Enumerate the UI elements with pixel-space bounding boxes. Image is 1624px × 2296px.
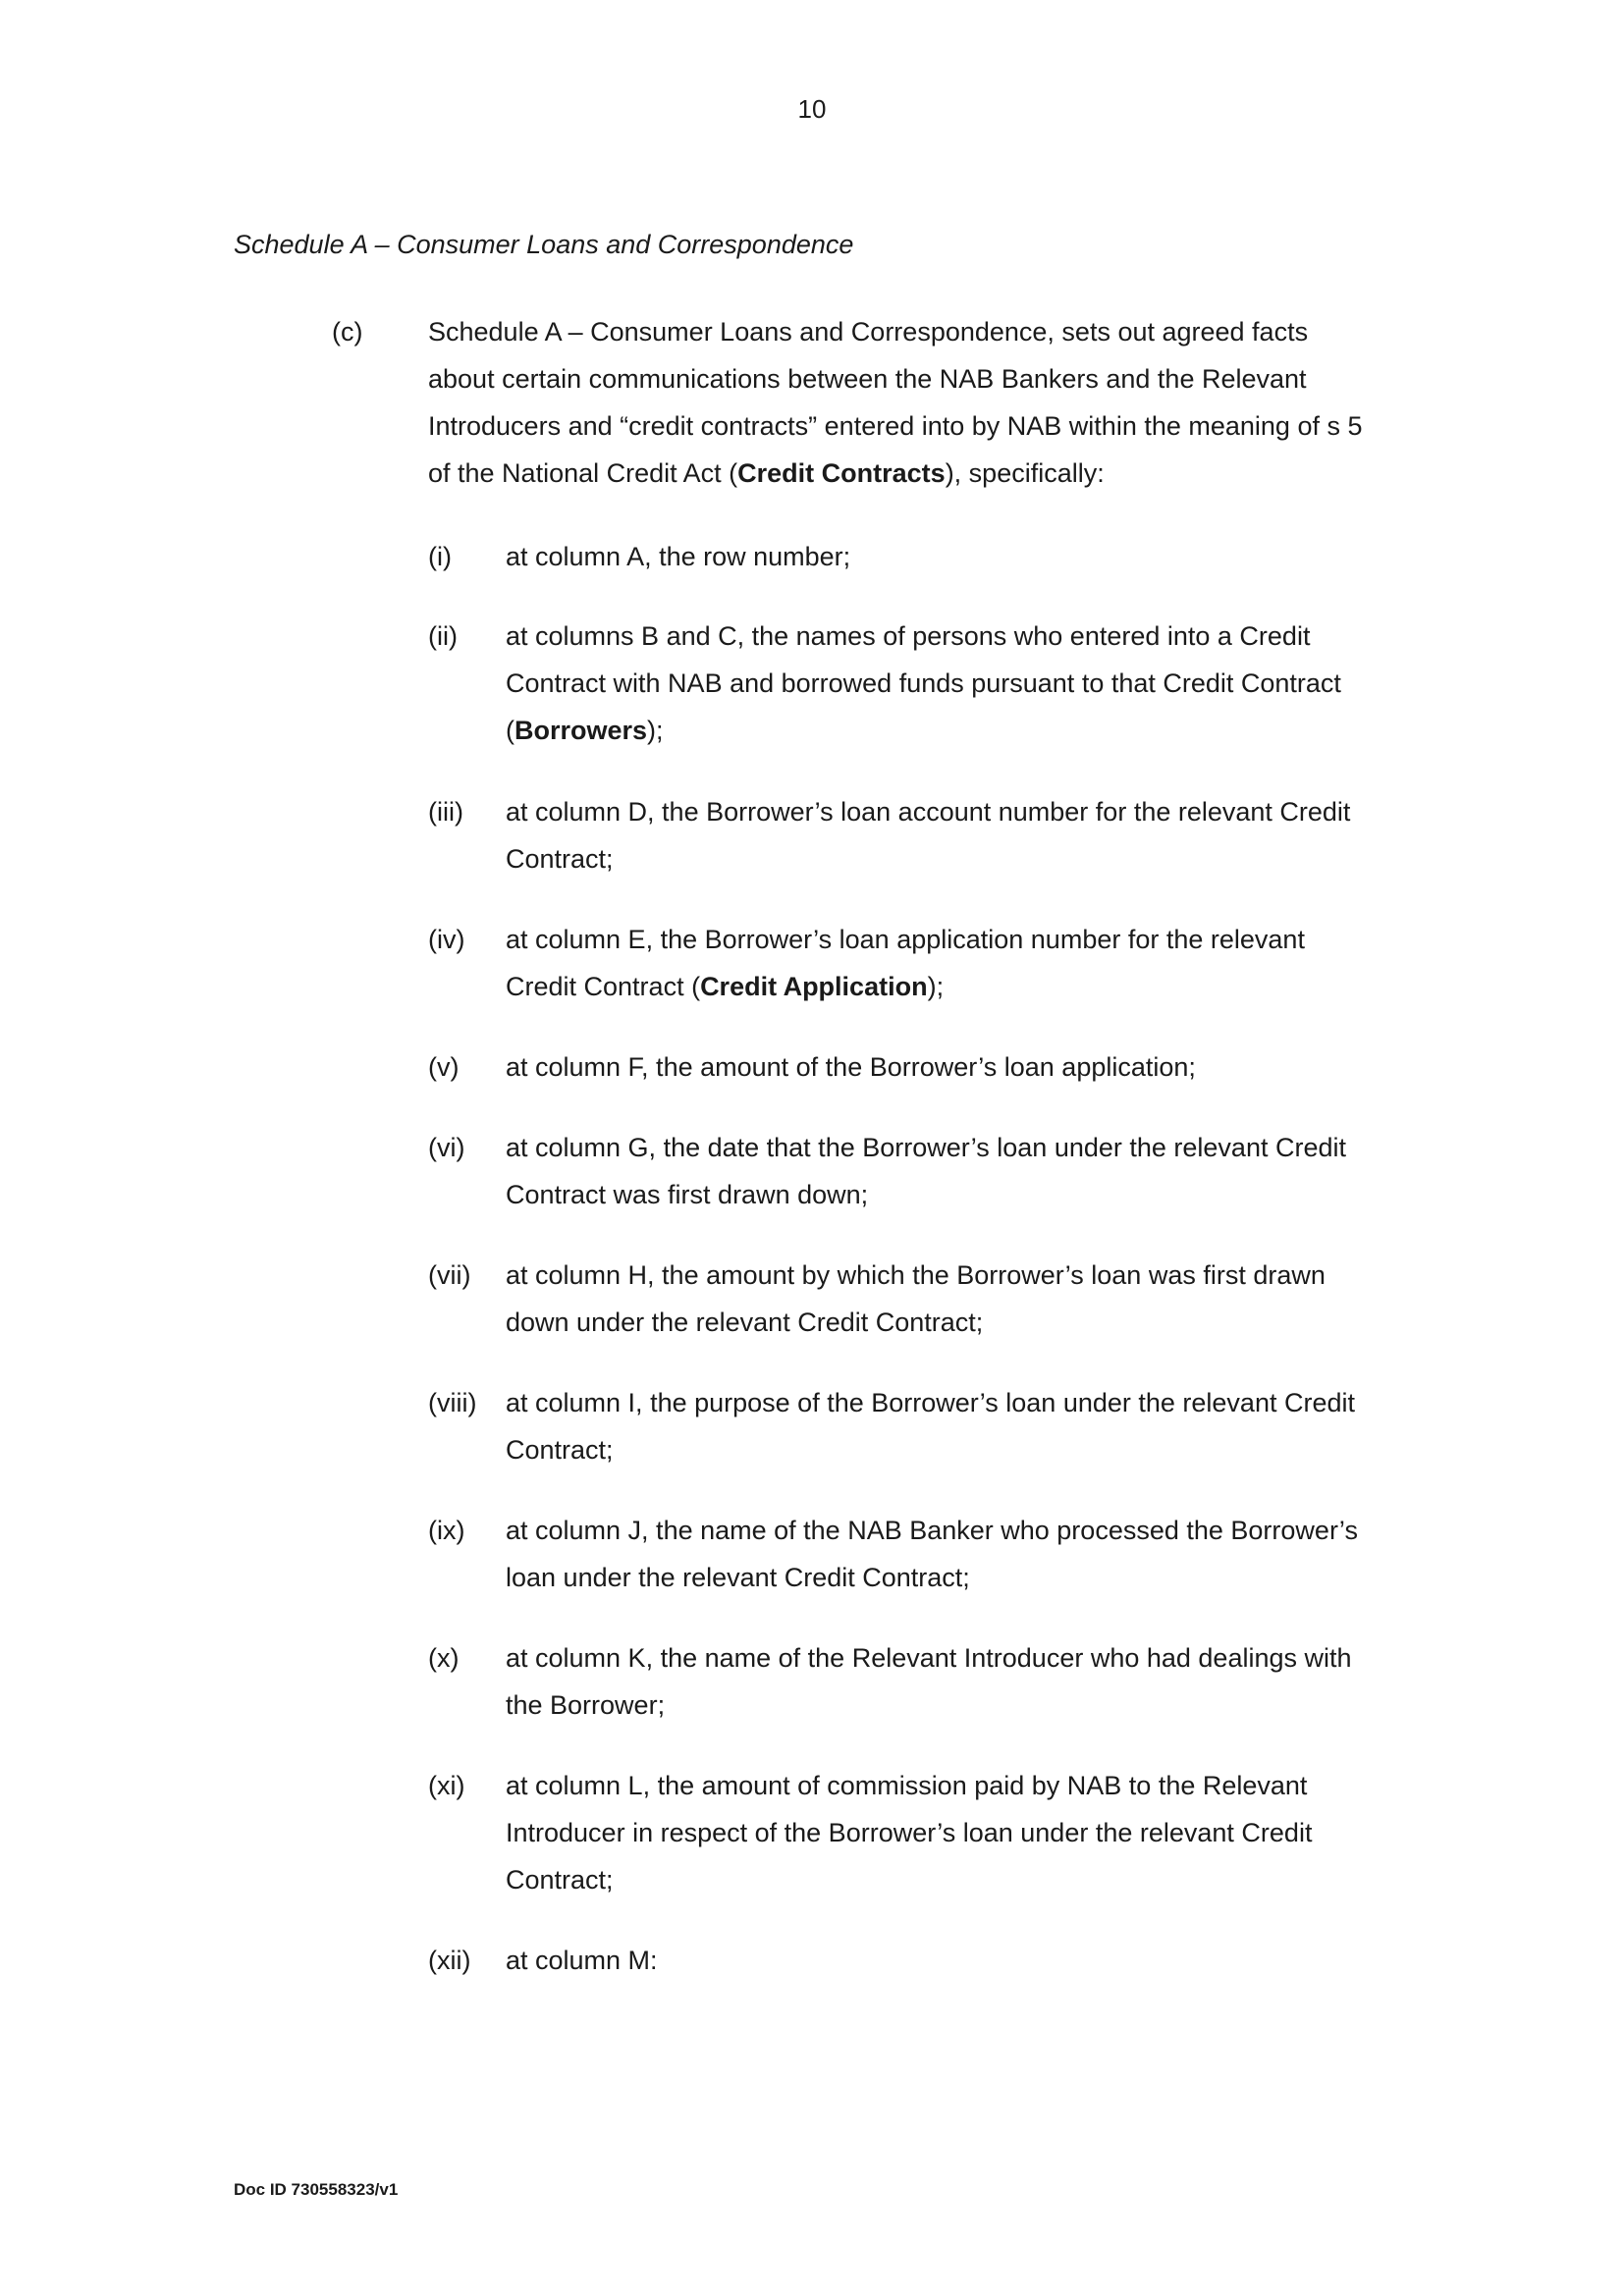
item-line: (Borrowers); [506, 716, 664, 745]
item-number: (i) [428, 542, 452, 571]
item-text [506, 916, 1409, 1010]
item-text [506, 613, 1409, 754]
item-line: at column K, the name of the Relevant Introducer who had dealings with [506, 1643, 1352, 1673]
item-text [506, 1379, 1409, 1473]
item-line: at column H, the amount by which the Borrower’s loan was first drawn [506, 1260, 1326, 1290]
item-line: at column J, the name of the NAB Banker who processed the Borrower’s [506, 1516, 1358, 1545]
defined-term: Credit Application [700, 972, 928, 1001]
item-line: Introducer in respect of the Borrower’s loan under the relevant Credit [506, 1818, 1313, 1847]
paragraph-body [428, 308, 1410, 497]
item-text [506, 1762, 1409, 1903]
item-number: (iv) [428, 925, 465, 954]
item-text [506, 533, 1409, 580]
item-text [506, 1124, 1409, 1218]
section-heading: Schedule A – Consumer Loans and Correspondence [234, 230, 854, 259]
item-line: Contract; [506, 1435, 614, 1465]
item-line: at column G, the date that the Borrower’s loan under the relevant Credit [506, 1133, 1346, 1162]
item-number: (v) [428, 1052, 460, 1082]
item-line: Credit Contract (Credit Application); [506, 972, 945, 1001]
item-number: (iii) [428, 797, 463, 827]
item-text [506, 1043, 1409, 1091]
item-number: (vi) [428, 1133, 465, 1162]
item-number: (ii) [428, 621, 458, 651]
item-text [506, 1937, 1409, 1984]
item-line: Contract; [506, 1865, 614, 1895]
item-line: Contract with NAB and borrowed funds pursuant to that Credit Contract [506, 668, 1341, 698]
item-line: at column L, the amount of commission paid by NAB to the Relevant [506, 1771, 1308, 1800]
item-number: (xi) [428, 1771, 465, 1800]
item-line: down under the relevant Credit Contract; [506, 1308, 984, 1337]
item-line: Contract; [506, 844, 614, 874]
paragraph-line: of the National Credit Act (Credit Contracts), specifically: [428, 458, 1105, 488]
item-line: loan under the relevant Credit Contract; [506, 1563, 970, 1592]
paragraph-line: Schedule A – Consumer Loans and Correspondence, sets out agreed facts [428, 317, 1309, 347]
item-number: (vii) [428, 1260, 471, 1290]
defined-term: Borrowers [514, 716, 648, 745]
item-text [506, 1507, 1409, 1601]
item-line: at column D, the Borrower’s loan account number for the relevant Credit [506, 797, 1351, 827]
item-line: at column I, the purpose of the Borrower’s loan under the relevant Credit [506, 1388, 1355, 1417]
item-number: (viii) [428, 1388, 477, 1417]
item-number: (ix) [428, 1516, 465, 1545]
item-line: Contract was first drawn down; [506, 1180, 869, 1209]
item-line: at column F, the amount of the Borrower’s loan application; [506, 1052, 1196, 1082]
item-line: at column E, the Borrower’s loan application number for the relevant [506, 925, 1305, 954]
item-line: at column A, the row number; [506, 542, 851, 571]
paragraph-label: (c) [332, 317, 363, 347]
paragraph-line: about certain communications between the NAB Bankers and the Relevant [428, 364, 1307, 394]
item-number: (xii) [428, 1946, 471, 1975]
item-line: at column M: [506, 1946, 658, 1975]
paragraph-line: Introducers and “credit contracts” entered into by NAB within the meaning of s 5 [428, 411, 1363, 441]
item-line: at columns B and C, the names of persons who entered into a Credit [506, 621, 1311, 651]
item-text [506, 1252, 1409, 1346]
item-text [506, 1634, 1409, 1729]
defined-term: Credit Contracts [737, 458, 946, 488]
page-number: 10 [797, 94, 827, 124]
item-text [506, 788, 1409, 882]
document-id-footer: Doc ID 730558323/v1 [234, 2180, 399, 2199]
item-number: (x) [428, 1643, 460, 1673]
item-line: the Borrower; [506, 1690, 666, 1720]
